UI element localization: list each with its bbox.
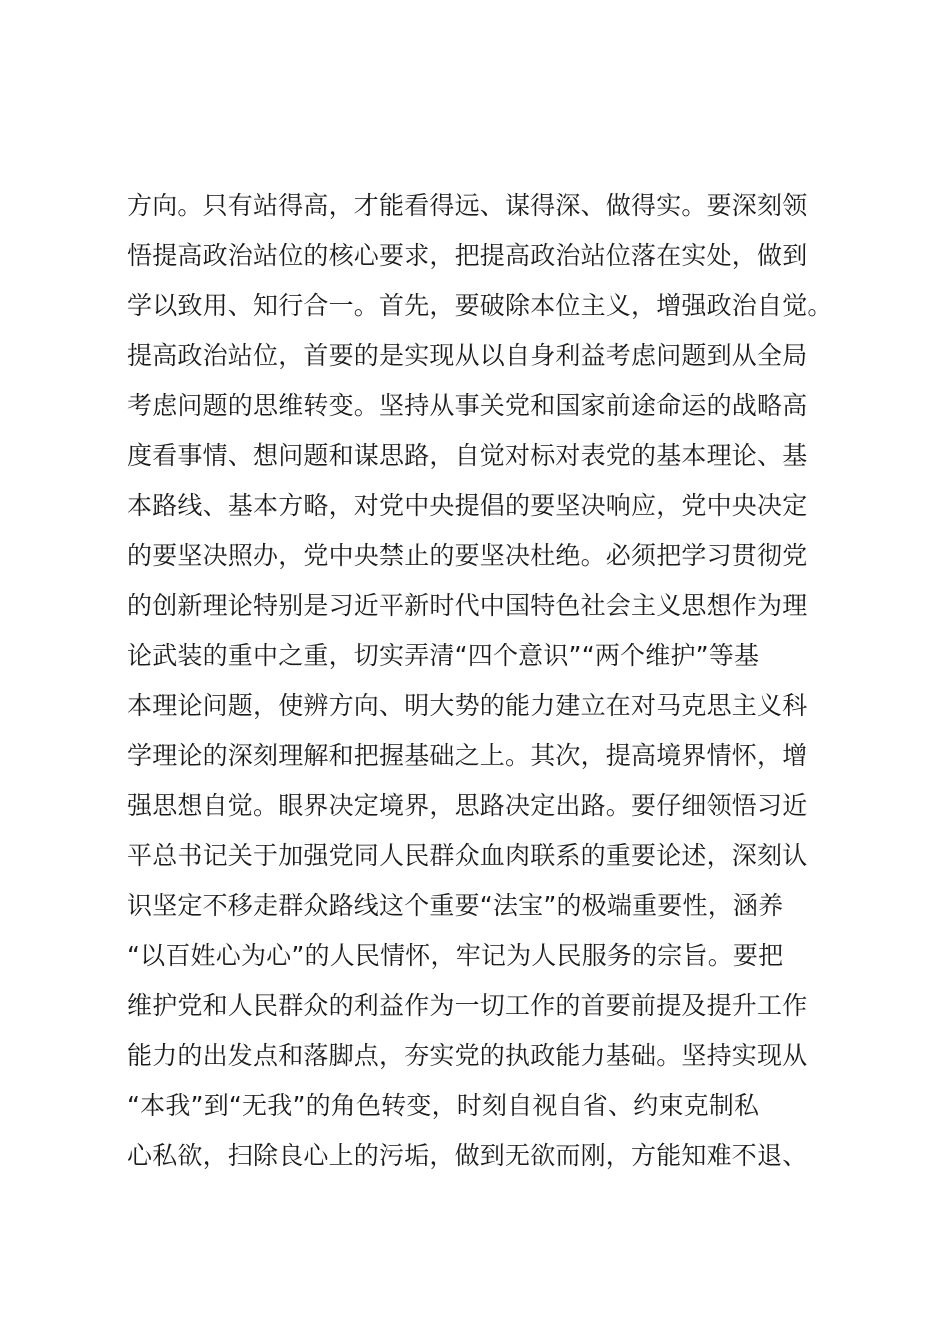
text-line: 论武装的重中之重，切实弄清“四个意识”“两个维护”等基 [127,641,760,670]
text-line: 学以致用、知行合一。首先，要破除本位主义，增强政治自觉。 [127,291,833,320]
text-line: 的创新理论特别是习近平新时代中国特色社会主义思想作为理 [127,591,808,620]
text-line: 方向。只有站得高，才能看得远、谋得深、做得实。要深刻领 [127,191,808,220]
text-line: 平总书记关于加强党同人民群众血肉联系的重要论述，深刻认 [127,841,808,870]
text-line: 的要坚决照办，党中央禁止的要坚决杜绝。必须把学习贯彻党 [127,541,808,570]
text-line: 强思想自觉。眼界决定境界，思路决定出路。要仔细领悟习近 [127,791,808,820]
text-line: 识坚定不移走群众路线这个重要“法宝”的极端重要性，涵养 [127,891,784,920]
text-line: 学理论的深刻理解和把握基础之上。其次，提高境界情怀，增 [127,741,808,770]
text-line: “本我”到“无我”的角色转变，时刻自视自省、约束克制私 [127,1091,760,1120]
text-line: “以百姓心为心”的人民情怀，牢记为人民服务的宗旨。要把 [127,941,784,970]
text-line: 能力的出发点和落脚点，夯实党的执政能力基础。坚持实现从 [127,1041,808,1070]
text-line: 本理论问题，使辨方向、明大势的能力建立在对马克思主义科 [127,691,808,720]
text-line: 维护党和人民群众的利益作为一切工作的首要前提及提升工作 [127,991,808,1020]
text-line: 悟提高政治站位的核心要求，把提高政治站位落在实处，做到 [127,241,808,270]
body-text [127,181,867,1181]
text-line: 心私欲，扫除良心上的污垢，做到无欲而刚，方能知难不退、 [127,1141,808,1170]
text-line: 考虑问题的思维转变。坚持从事关党和国家前途命运的战略高 [127,391,808,420]
text-line: 度看事情、想问题和谋思路，自觉对标对表党的基本理论、基 [127,441,808,470]
text-line: 本路线、基本方略，对党中央提倡的要坚决响应，党中央决定 [127,491,808,520]
text-line: 提高政治站位，首要的是实现从以自身利益考虑问题到从全局 [127,341,808,370]
